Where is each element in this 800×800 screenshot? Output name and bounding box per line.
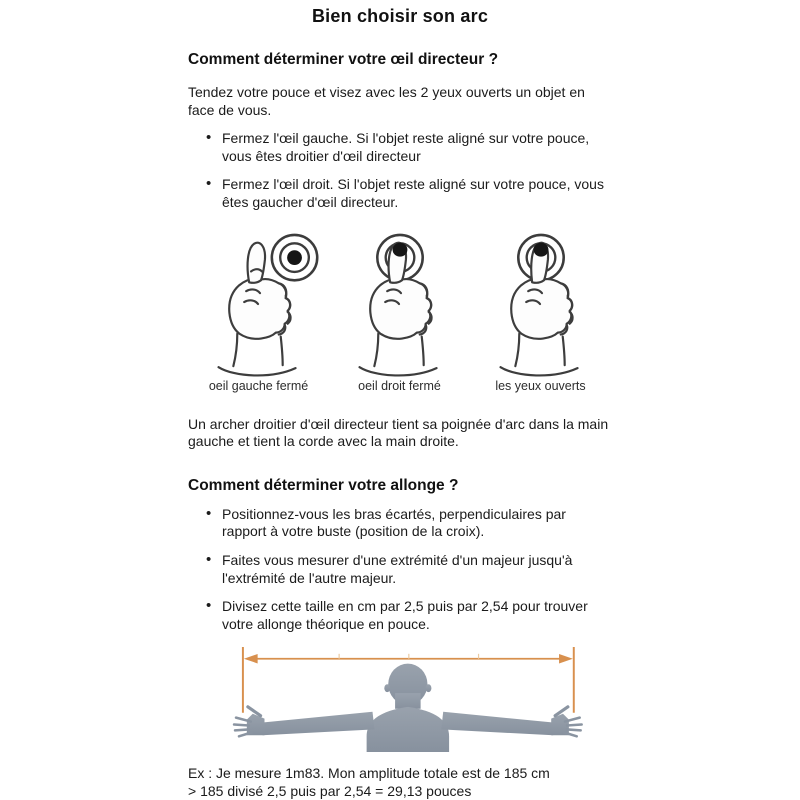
target-icon [271, 234, 316, 279]
bullet-item: • Fermez l'œil gauche. Si l'objet reste aligné sur votre pouce, vous êtes droitier d'œil directeur [207, 130, 612, 165]
arrowhead-right [559, 654, 573, 663]
hand-figure-both-eyes-open [470, 228, 611, 393]
fist-icon [359, 242, 436, 375]
section-draw-heading: Comment déterminer votre allonge ? [188, 476, 459, 494]
example-text-line2: > 185 divisé 2,5 puis par 2,54 = 29,13 pouces [188, 783, 472, 800]
wingspan-figure [188, 644, 612, 757]
bullet-item: • Faites vous mesurer d'une extrémité d'un majeur jusqu'à l'extrémité de l'autre majeur. [207, 552, 612, 587]
hand-illustrations-row [188, 228, 612, 393]
target-center-dot [533, 242, 548, 256]
target-center-dot [392, 242, 407, 256]
draw-bullet-list [188, 506, 612, 634]
eye-note-text: Un archer droitier d'œil directeur tient sa poignée d'arc dans la main gauche et tient la corde avec la main droite. [188, 415, 609, 450]
fist-icon [218, 242, 295, 375]
wingspan-illustration [188, 644, 612, 752]
hand-target-illustration [330, 228, 470, 378]
eye-intro-text: Tendez votre pouce et visez avec les 2 yeux ouverts un objet en face de vous. [188, 84, 585, 118]
figure-caption: oeil gauche fermé [208, 378, 309, 393]
section-eye-heading: Comment déterminer votre œil directeur ? [188, 51, 499, 68]
example-block [188, 764, 612, 800]
hand-figure-left-eye-closed [188, 228, 329, 393]
document-page [188, 0, 612, 800]
person-silhouette [234, 664, 582, 752]
figure-caption: les yeux ouverts [495, 378, 586, 393]
bullet-item: • Fermez l'œil droit. Si l'objet reste aligné sur votre pouce, vous êtes gaucher d'œil directeur. [207, 176, 612, 211]
hand-target-illustration [189, 228, 329, 378]
example-text-line1: Ex : Je mesure 1m83. Mon amplitude totale est de 185 cm [188, 765, 550, 782]
page-title: Bien choisir son arc [311, 6, 489, 26]
fist-icon [500, 242, 577, 375]
bullet-item: • Divisez cette taille en cm par 2,5 puis par 2,54 pour trouver votre allonge théorique en pouce. [207, 598, 612, 633]
hand-target-illustration [471, 228, 611, 378]
eye-bullet-list [188, 130, 612, 211]
arrowhead-left [244, 654, 258, 663]
bullet-item: • Positionnez-vous les bras écartés, perpendiculaires par rapport à votre buste (position de la croix). [207, 506, 612, 541]
figure-caption: oeil droit fermé [358, 378, 441, 393]
hand-figure-right-eye-closed [329, 228, 470, 393]
